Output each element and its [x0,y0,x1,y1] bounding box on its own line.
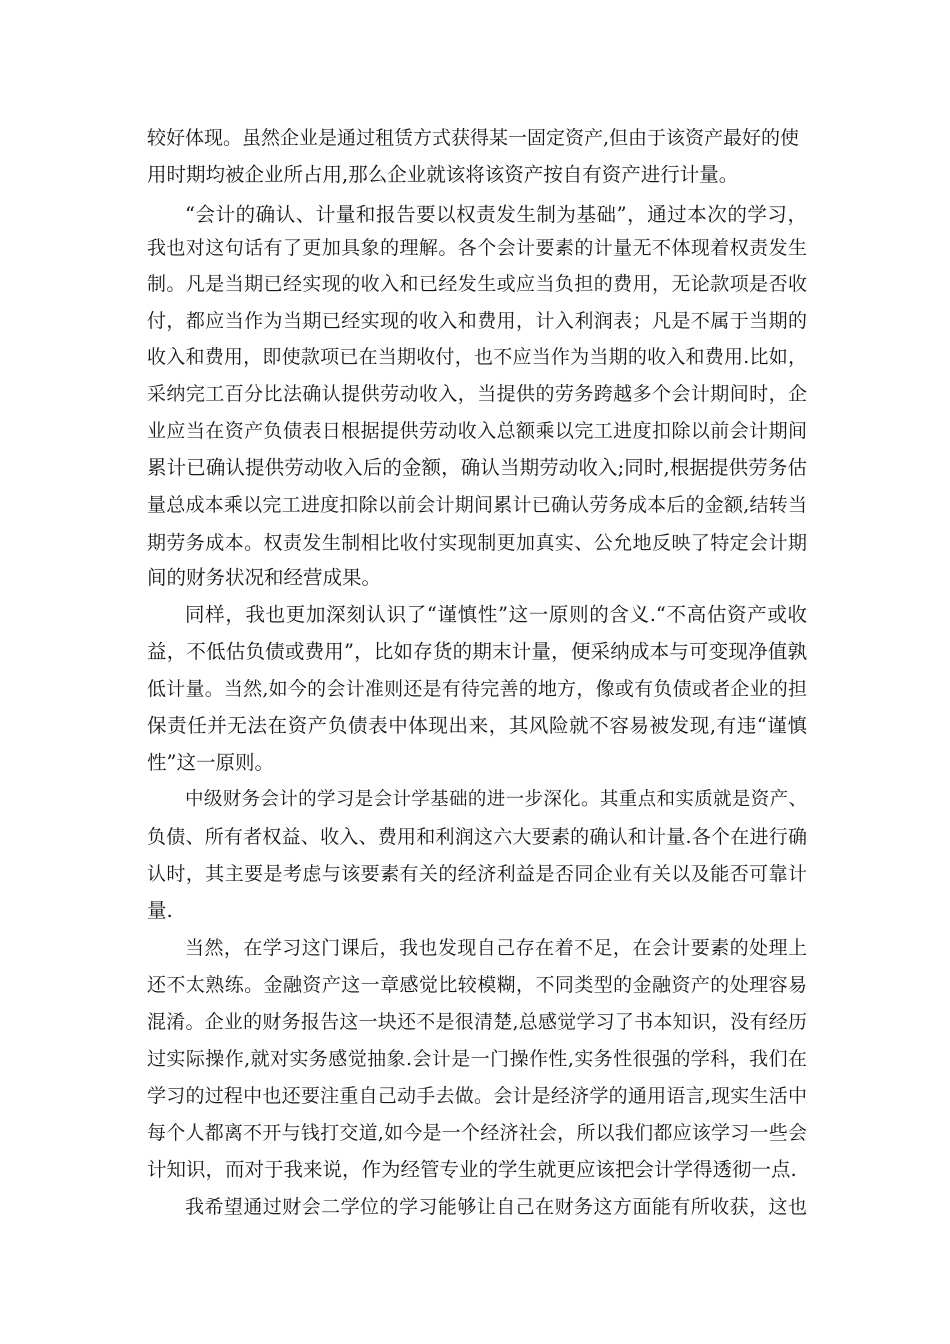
text-line: 业应当在资产负债表日根据提供劳动收入总额乘以完工进度扣除以前会计期间 [147,420,807,442]
text-line: 收入和费用，即使款项已在当期收付，也不应当作为当期的收入和费用.比如， [147,346,807,368]
text-line: 我也对这句话有了更加具象的理解。各个会计要素的计量无不体现着权责发生 [147,237,807,259]
text-line: 用时期均被企业所占用,那么企业就该将该资产按自有资产进行计量。 [147,163,739,186]
text-line: 期劳务成本。权责发生制相比收付实现制更加真实、公允地反映了特定会计期 [147,532,807,554]
text-line: 混淆。企业的财务报告这一块还不是很清楚,总感觉学习了书本知识，没有经历 [147,1011,807,1033]
text-line: 间的财务状况和经营成果。 [147,566,382,589]
text-line: 低计量。当然,如今的会计准则还是有待完善的地方，像或有负债或者企业的担 [147,678,807,700]
text-line: 同样，我也更加深刻认识了“谨慎性”这一原则的含义.“不高估资产或收 [185,603,807,626]
text-line: 学习的过程中也还要注重自己动手去做。会计是经济学的通用语言,现实生活中 [147,1085,807,1107]
text-line: 过实际操作,就对实务感觉抽象.会计是一门操作性,实务性很强的学科，我们在 [147,1048,807,1070]
text-line: 计知识，而对于我来说，作为经管专业的学生就更应该把会计学得透彻一点. [147,1158,797,1181]
text-line: 累计已确认提供劳动收入后的金额，确认当期劳动收入;同时,根据提供劳务估 [147,456,807,479]
text-line: 益，不低估负债或费用”，比如存货的期末计量，便采纳成本与可变现净值孰 [147,640,807,663]
text-line: “会计的确认、计量和报告要以权责发生制为基础”，通过本次的学习， [185,203,807,226]
text-line: 保责任并无法在资产负债表中体现出来，其风险就不容易被发现,有违“谨慎 [147,714,807,737]
text-line: 量总成本乘以完工进度扣除以前会计期间累计已确认劳务成本后的金额,结转当 [147,494,807,516]
text-line: 认时，其主要是考虑与该要素有关的经济利益是否同企业有关以及能否可靠计 [147,863,807,885]
text-line: 制。凡是当期已经实现的收入和已经发生或应当负担的费用，无论款项是否收 [147,273,807,295]
text-line: 还不太熟练。金融资产这一章感觉比较模糊，不同类型的金融资产的处理容易 [147,974,807,996]
text-line: 采纳完工百分比法确认提供劳动收入，当提供的劳务跨越多个会计期间时，企 [147,383,807,405]
text-line: 较好体现。虽然企业是通过租赁方式获得某一固定资产,但由于该资产最好的使 [147,127,800,149]
text-line: 负债、所有者权益、收入、费用和利润这六大要素的确认和计量.各个在进行确 [147,826,807,848]
text-line: 我希望通过财会二学位的学习能够让自己在财务这方面能有所收获，这也 [185,1196,807,1218]
text-line: 性”这一原则。 [147,751,274,774]
text-line: 量. [147,899,173,922]
text-line: 中级财务会计的学习是会计学基础的进一步深化。其重点和实质就是资产、 [185,789,807,810]
text-line: 当然，在学习这门课后，我也发现自己存在着不足，在会计要素的处理上 [185,937,807,959]
text-line: 付，都应当作为当期已经实现的收入和费用，计入利润表；凡是不属于当期的 [147,310,807,332]
text-line: 每个人都离不开与钱打交道,如今是一个经济社会，所以我们都应该学习一些会 [147,1122,807,1144]
